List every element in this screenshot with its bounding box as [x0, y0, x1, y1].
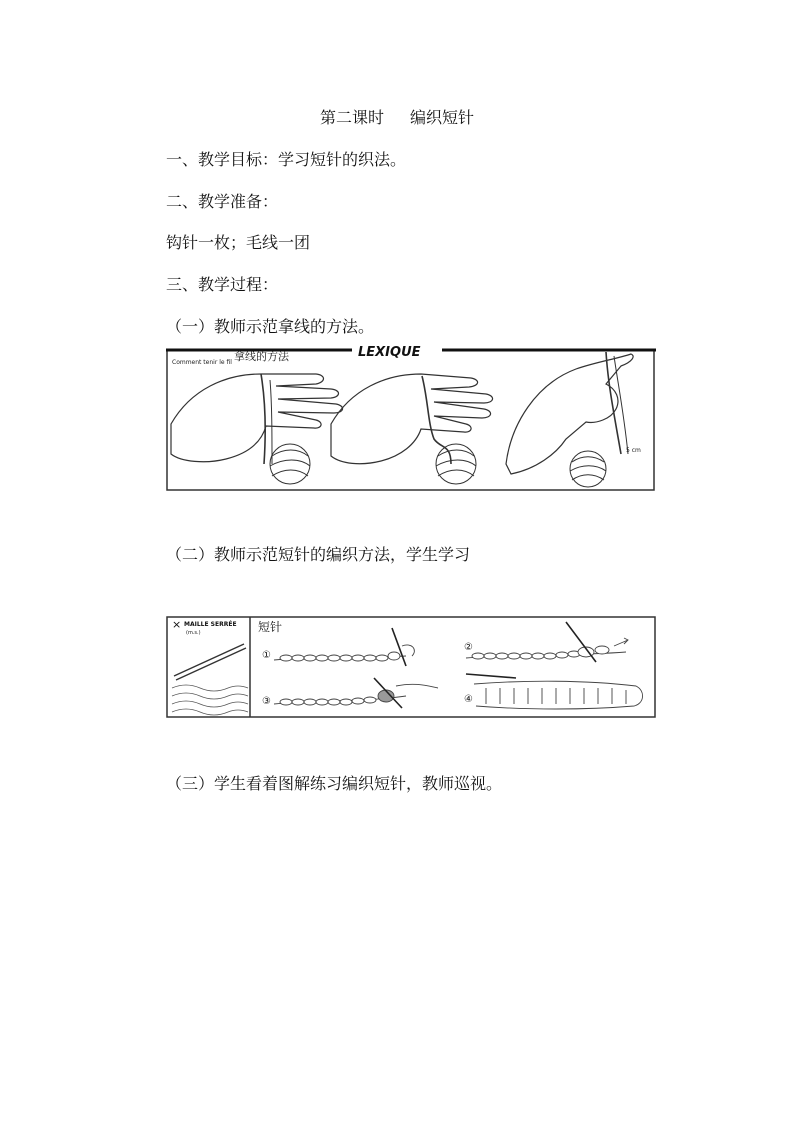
stitch-name: MAILLE SERRÉE [184, 621, 237, 628]
yarn-holding-figure [166, 344, 656, 492]
step-number-3: ③ [262, 696, 271, 707]
process-heading: 三、教学过程： [166, 275, 279, 294]
step2-line: （二）教师示范短针的编织方法，学生学习 [166, 545, 471, 564]
figure1-handwritten-caption: 拿线的方法 [234, 350, 289, 363]
page-title [0, 108, 794, 128]
stitch-symbol: × [172, 618, 182, 631]
step-number-2: ② [464, 642, 473, 653]
figure1-measure-label: 5 cm [626, 447, 641, 454]
figure1-banner: LEXIQUE [358, 345, 421, 360]
lesson-topic: 编织短针 [410, 108, 475, 127]
step-number-1: ① [262, 650, 271, 661]
figure2-handwritten-caption: 短针 [258, 620, 283, 634]
stitch-abbrev: (m.s.) [186, 630, 201, 636]
prep-items: 钩针一枚；毛线一团 [166, 233, 311, 252]
figure1-small-caption: Comment tenir le fil [172, 359, 232, 366]
lesson-label: 第二课时 [319, 108, 384, 127]
prep-heading: 二、教学准备： [166, 192, 279, 211]
single-crochet-figure [166, 616, 656, 719]
step3-line: （三）学生看着图解练习编织短针，教师巡视。 [166, 774, 503, 793]
step-number-4: ④ [464, 694, 473, 705]
objective-line: 一、教学目标：学习短针的织法。 [166, 150, 407, 169]
step1-line: （一）教师示范拿线的方法。 [166, 317, 375, 336]
